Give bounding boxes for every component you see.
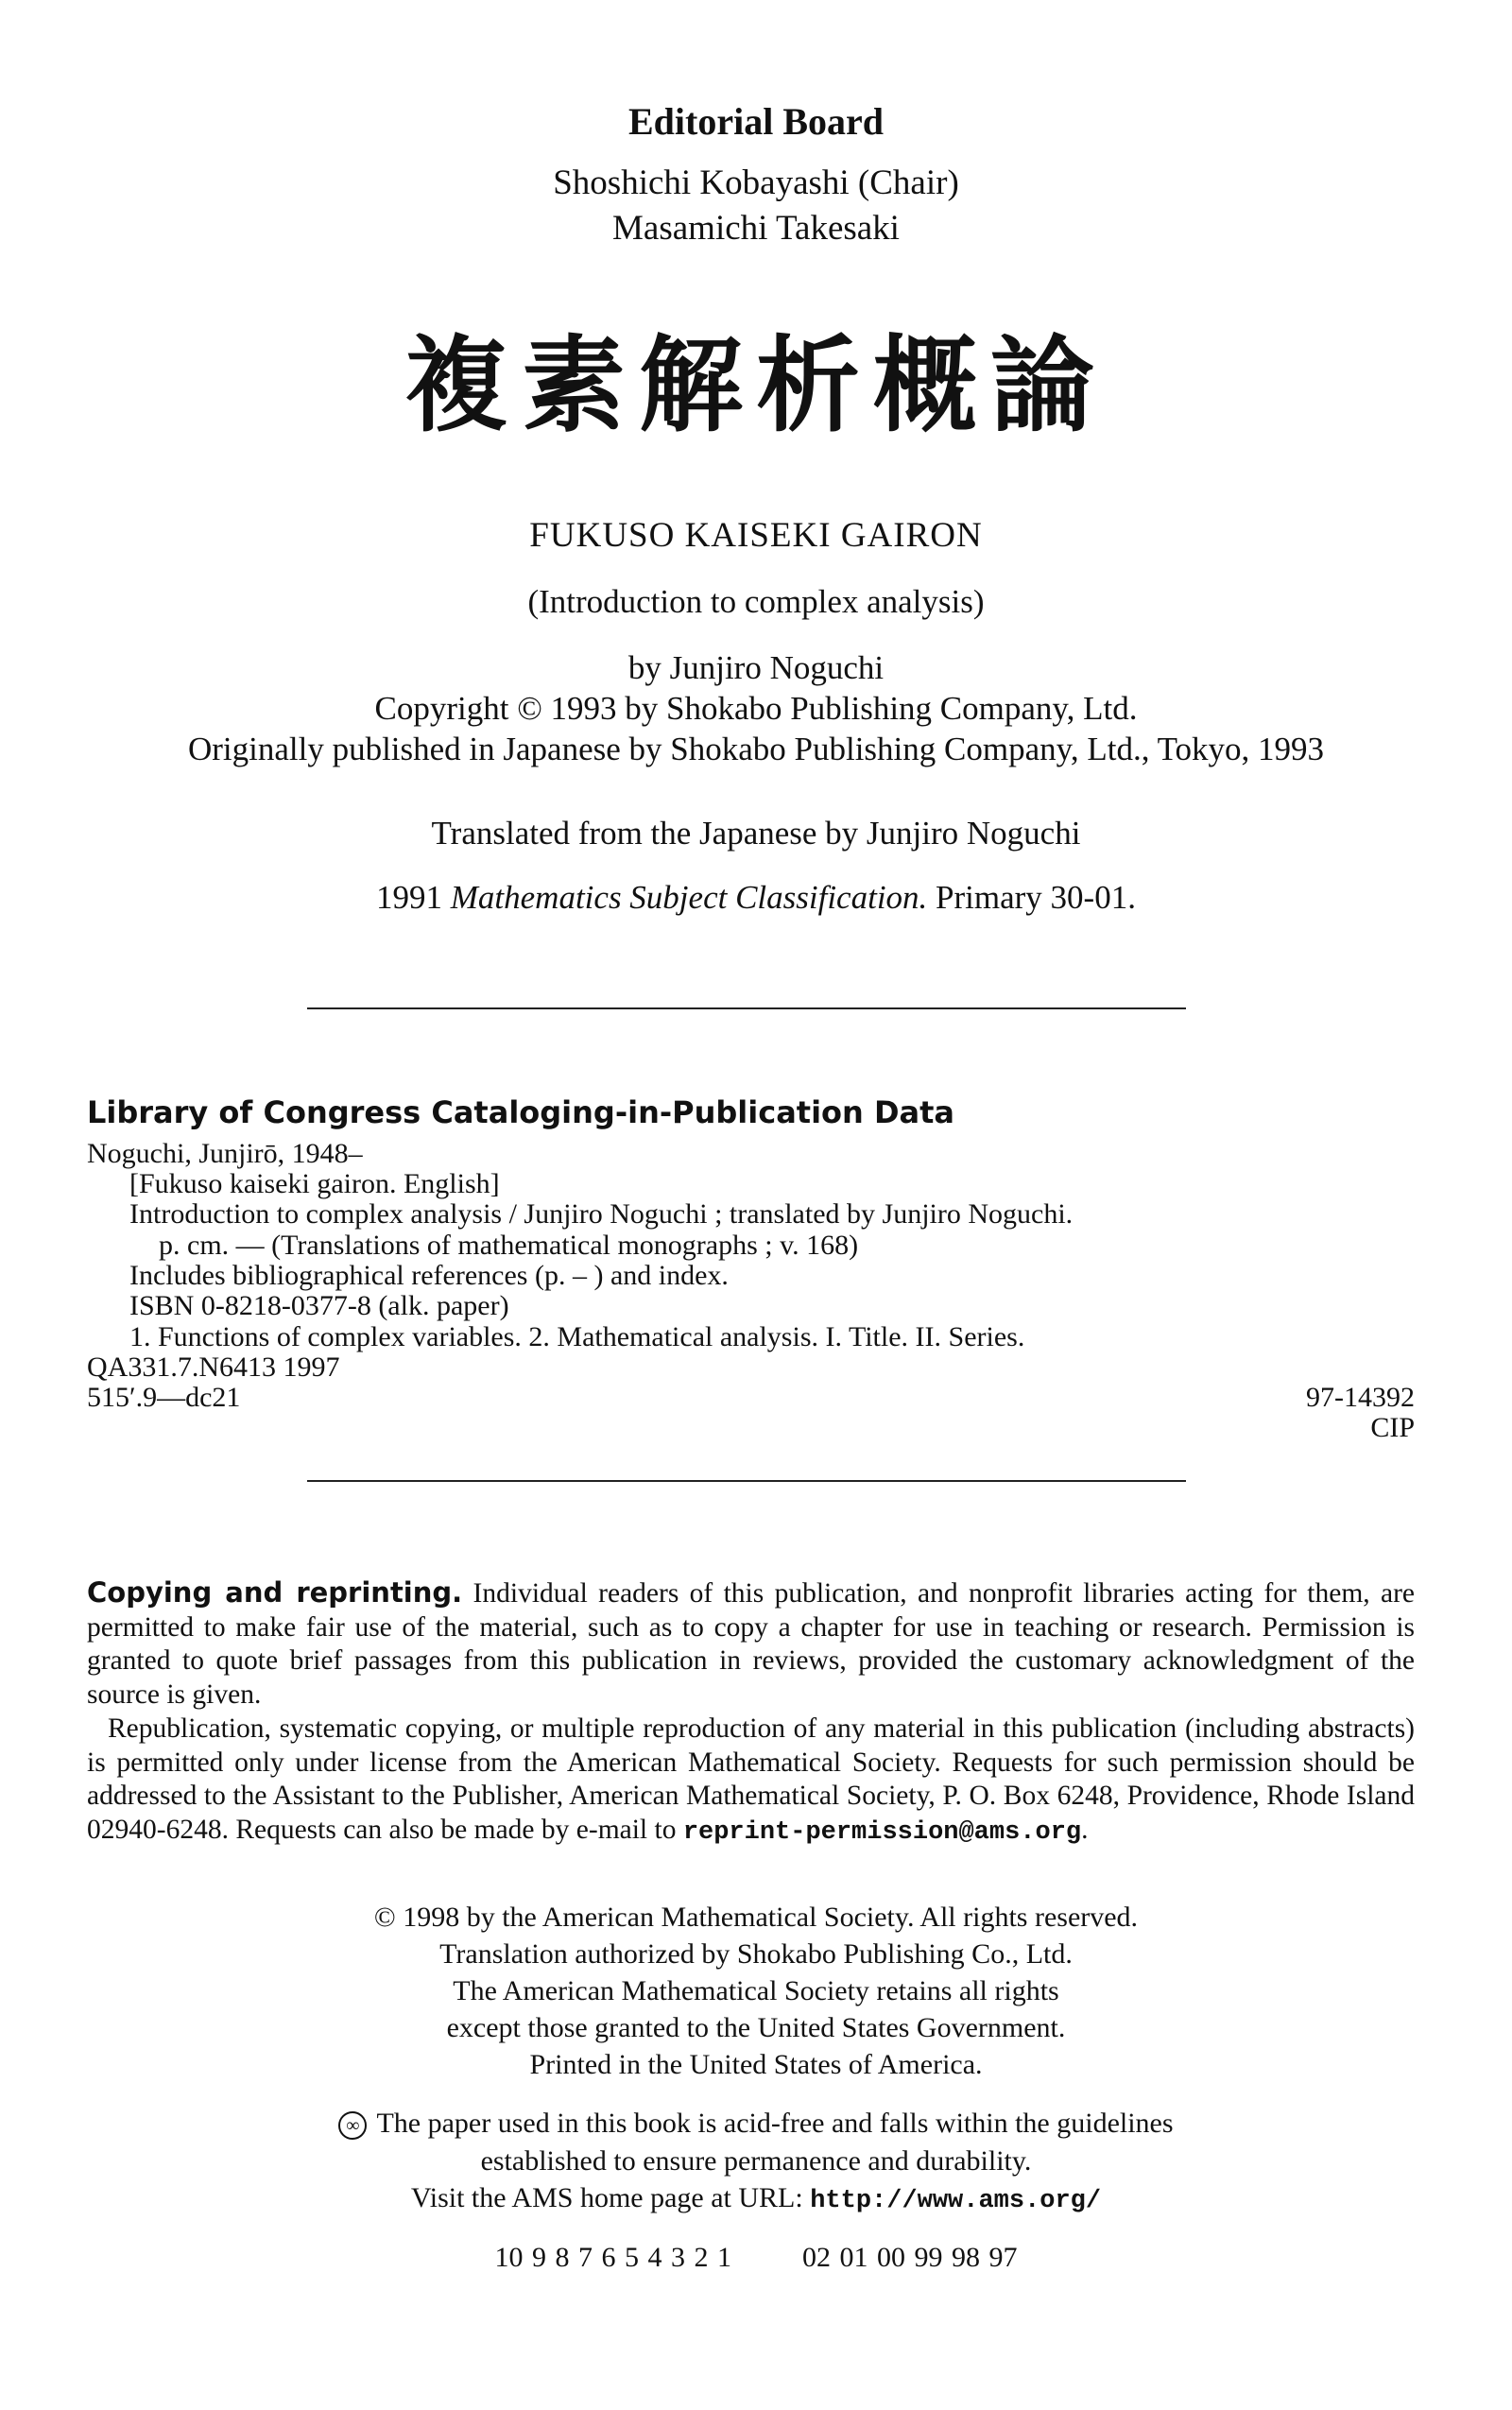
cip-line: QA331.7.N6413 1997: [87, 1351, 340, 1383]
copying-text: Individual readers of this publication, and nonprofit libraries acting for them, are permitted to make fair use of the material, such as to copy a chapter for use in teaching or research. Permission is granted to quote brief passages from this publication in reviews, provided the customary acknowledgment of the source is given.: [87, 1578, 1416, 1710]
cip-line: p. cm. — (Translations of mathematical monographs ; v. 168): [159, 1230, 859, 1261]
english-title: (Introduction to complex analysis): [527, 583, 985, 620]
translated-line: Translated from the Japanese by Junjiro Noguchi: [431, 815, 1081, 852]
rights-line: The American Mathematical Society retains all rights: [453, 1975, 1059, 2006]
cip-line: ISBN 0-8218-0377-8 (alk. paper): [129, 1290, 509, 1321]
email-period: .: [1081, 1814, 1089, 1845]
acid-free-icon: ∞: [338, 2111, 367, 2140]
copying-heading: Copying and reprinting.: [87, 1576, 463, 1609]
divider: [307, 1007, 1186, 1009]
rights-line: Printed in the United States of America.: [529, 2049, 983, 2080]
cip-line: 515′.9—dc21: [87, 1382, 241, 1413]
printing-line: [0, 2242, 1512, 2274]
cip-line: [Fukuso kaiseki gairon. English]: [129, 1168, 500, 1199]
lccn-number: 97-14392: [1306, 1382, 1415, 1413]
author-line: by Junjiro Noguchi: [627, 649, 885, 686]
msc-year: 1991: [376, 879, 443, 916]
rights-line: © 1998 by the American Mathematical Society. All rights reserved.: [373, 1902, 1139, 1933]
editorial-board-title: Editorial Board: [627, 100, 885, 143]
permission-email[interactable]: reprint-permission@ams.org: [682, 1817, 1082, 1847]
rights-line: Translation authorized by Shokabo Publishing Co., Ltd.: [439, 1938, 1073, 1970]
cip-heading: Library of Congress Cataloging-in-Publication Data: [87, 1094, 954, 1130]
msc-line: [0, 879, 1512, 917]
printing-years: 02 01 00 99 98 97: [802, 2242, 1018, 2273]
cip-line: Introduction to complex analysis / Junjiro Noguchi ; translated by Junjiro Noguchi.: [129, 1198, 1074, 1230]
editorial-board-member: Shoshichi Kobayashi (Chair): [553, 164, 959, 202]
republication-text: Republication, systematic copying, or multiple reproduction of any material in this publication (including abstracts) is permitted only under license from the American Mathematical Society. Requests for such permission should be addressed to the Assistant to the Publisher, American Mathematical Society, P. O. Box 6248, Providence, Rhode Island 02940-6248. Requests can also be made by e-mail to: [87, 1713, 1415, 1845]
rights-line: except those granted to the United States Government.: [446, 2012, 1066, 2043]
home-page-line: [0, 2182, 1512, 2215]
acid-free-line: [0, 2108, 1512, 2140]
acid-free-text: The paper used in this book is acid-free and falls within the guidelines: [376, 2108, 1174, 2139]
cip-line: Includes bibliographical references (p. – ) and index.: [129, 1260, 729, 1291]
ams-url-link[interactable]: http://www.ams.org/: [810, 2187, 1102, 2215]
printing-numbers: 10 9 8 7 6 5 4 3 2 1: [494, 2242, 731, 2273]
editorial-board-member: Masamichi Takesaki: [612, 209, 900, 248]
copying-paragraph: [87, 1576, 1415, 1712]
msc-label: Mathematics Subject Classification.: [450, 879, 928, 916]
msc-primary: Primary 30-01.: [936, 879, 1136, 916]
japanese-title: 複素解析概論: [404, 325, 1108, 446]
republication-paragraph: [87, 1713, 1415, 1850]
durability-line: established to ensure permanence and durability.: [480, 2145, 1032, 2177]
cip-line: 1. Functions of complex variables. 2. Mathematical analysis. I. Title. II. Series.: [129, 1321, 1025, 1352]
original-publication-line: Originally published in Japanese by Shokabo Publishing Company, Ltd., Tokyo, 1993: [187, 731, 1325, 767]
cip-label: CIP: [1370, 1412, 1415, 1443]
divider: [307, 1480, 1186, 1482]
home-page-label: Visit the AMS home page at URL:: [410, 2182, 803, 2213]
copyright-line: Copyright © 1993 by Shokabo Publishing Company, Ltd.: [374, 690, 1138, 727]
romanized-title: FUKUSO KAISEKI GAIRON: [529, 516, 983, 555]
cip-line: Noguchi, Junjirō, 1948–: [87, 1138, 363, 1169]
